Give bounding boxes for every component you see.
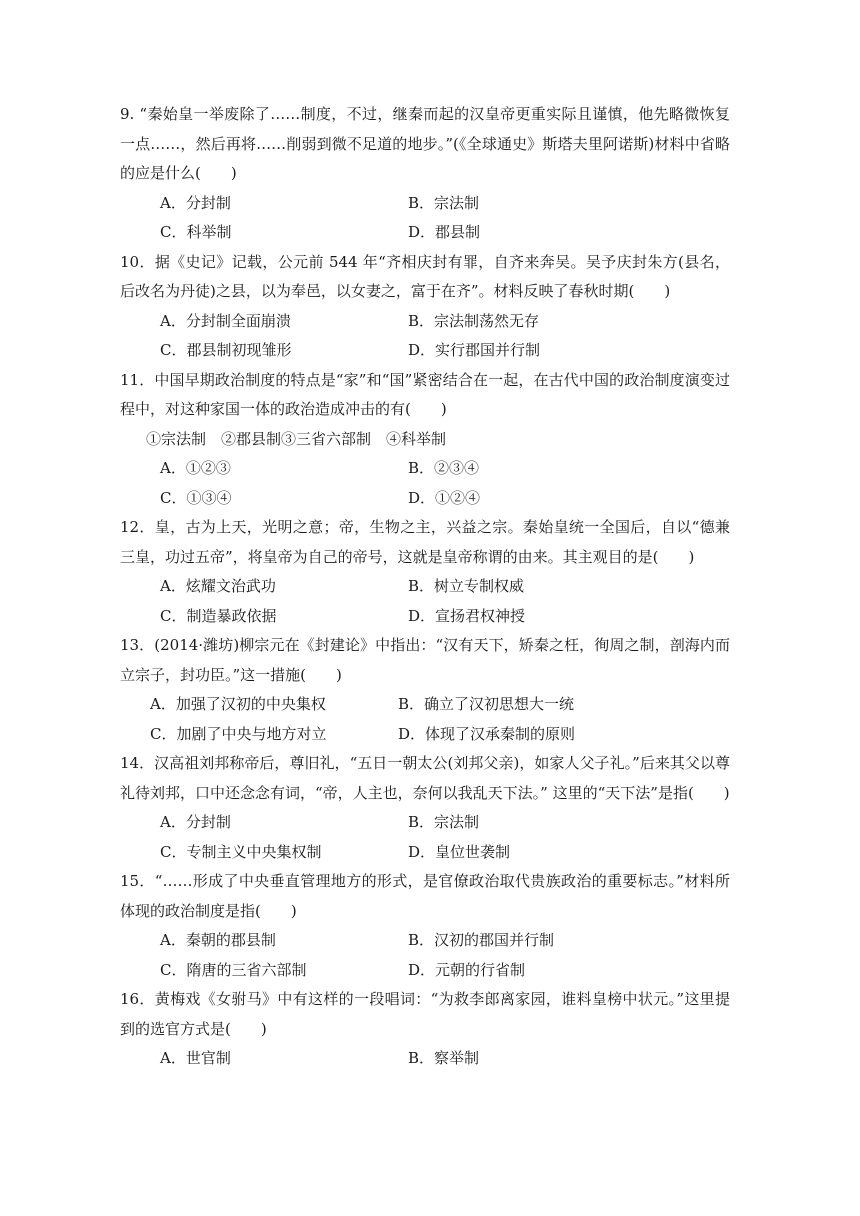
question-stem: 11．中国早期政治制度的特点是“家”和“国”紧密结合在一起，在古代中国的政治制度演变过程中，对这种家国一体的政治造成冲击的有( )	[120, 370, 730, 418]
question-statements: ①宗法制 ②郡县制③三省六部制 ④科举制	[146, 429, 447, 448]
question-list	[120, 100, 730, 1074]
question-stem: 16．黄梅戏《女驸马》中有这样的一段唱词：“为救李郎离家园，谁料皇榜中状元。”这里提到的选官方式是( )	[120, 990, 730, 1038]
option-a: A．世官制	[160, 1049, 231, 1067]
question-9	[120, 100, 730, 248]
option-a: A．分封制	[160, 813, 231, 831]
question-14	[120, 749, 730, 867]
question-stem: 9. “秦始皇一举废除了……制度，不过，继秦而起的汉皇帝更重实际且谨慎，他先略微恢复一点……，然后再将……削弱到微不足道的地步。”(《全球通史》斯塔夫里阿诺斯)材料中省略的应是什么( )	[120, 105, 730, 182]
option-a: A．秦朝的郡县制	[160, 931, 276, 949]
option-b: B．②③④	[408, 459, 480, 477]
option-c: C．隋唐的三省六部制	[160, 960, 307, 979]
option-b: B．宗法制	[408, 193, 480, 212]
option-c: C．科举制	[160, 223, 232, 241]
option-b: B．树立专制权威	[408, 577, 525, 595]
question-15	[120, 867, 730, 985]
options	[120, 307, 730, 366]
option-b: B．确立了汉初思想大一统	[398, 695, 575, 713]
option-c: C．专制主义中央集权制	[160, 842, 322, 861]
option-b: B．察举制	[408, 1049, 480, 1067]
question-16	[120, 985, 730, 1074]
option-c: C．加剧了中央与地方对立	[150, 724, 327, 743]
question-stem: 10．据《史记》记载，公元前 544 年“齐相庆封有罪，自齐来奔吴。吴予庆封朱方(县名，后改名为丹徒)之县，以为奉邑，以女妻之，富于在齐”。材料反映了春秋时期( )	[120, 252, 730, 300]
question-stem: 13．(2014·潍坊)柳宗元在《封建论》中指出：“汉有天下，矫秦之枉，徇周之制，剖海内而立宗子，封功臣。”这一措施( )	[120, 636, 730, 684]
options	[120, 189, 730, 248]
option-a: A．加强了汉初的中央集权	[150, 695, 326, 713]
option-a: A．分封制	[160, 193, 231, 212]
question-stem: 12．皇，古为上天，光明之意；帝，生物之主，兴益之宗。秦始皇统一全国后，自以“德兼三皇，功过五帝”，将皇帝为自己的帝号，这就是皇帝称谓的由来。其主观目的是( )	[120, 518, 730, 566]
options	[120, 572, 730, 631]
option-b: B．宗法制	[408, 813, 480, 831]
question-10	[120, 248, 730, 366]
question-13	[120, 631, 730, 749]
question-11	[120, 366, 730, 514]
option-d: D．①②④	[408, 488, 481, 507]
option-c: C．郡县制初现雏形	[160, 341, 292, 359]
question-stem: 15．“……形成了中央垂直管理地方的形式，是官僚政治取代贵族政治的重要标志。”材料所体现的政治制度是指( )	[120, 872, 730, 920]
options	[120, 808, 730, 867]
option-d: D．宣扬君权神授	[408, 606, 526, 625]
option-d: D．体现了汉承秦制的原则	[398, 724, 576, 743]
option-c: C．①③④	[160, 488, 232, 507]
option-b: B．汉初的郡国并行制	[408, 931, 555, 949]
option-c: C．制造暴政依据	[160, 606, 277, 625]
question-stem: 14．汉高祖刘邦称帝后，尊旧礼，“五日一朝太公(刘邦父亲)，如家人父子礼。”后来其父以尊礼待刘邦，口中还念念有词，“帝，人主也，奈何以我乱天下法。” 这里的“天下法”是指( )	[120, 754, 730, 802]
option-a: A．①②③	[160, 459, 231, 477]
options	[120, 926, 730, 985]
option-d: D．皇位世袭制	[408, 842, 511, 861]
option-d: D．实行郡国并行制	[408, 341, 541, 359]
option-b: B．宗法制荡然无存	[408, 311, 540, 330]
option-a: A．炫耀文治武功	[160, 577, 276, 595]
options	[120, 454, 730, 513]
option-d: D．元朝的行省制	[408, 960, 526, 979]
option-d: D．郡县制	[408, 223, 481, 241]
question-12	[120, 513, 730, 631]
options	[120, 690, 730, 749]
option-a: A．分封制全面崩溃	[160, 311, 291, 330]
options	[120, 1044, 730, 1074]
